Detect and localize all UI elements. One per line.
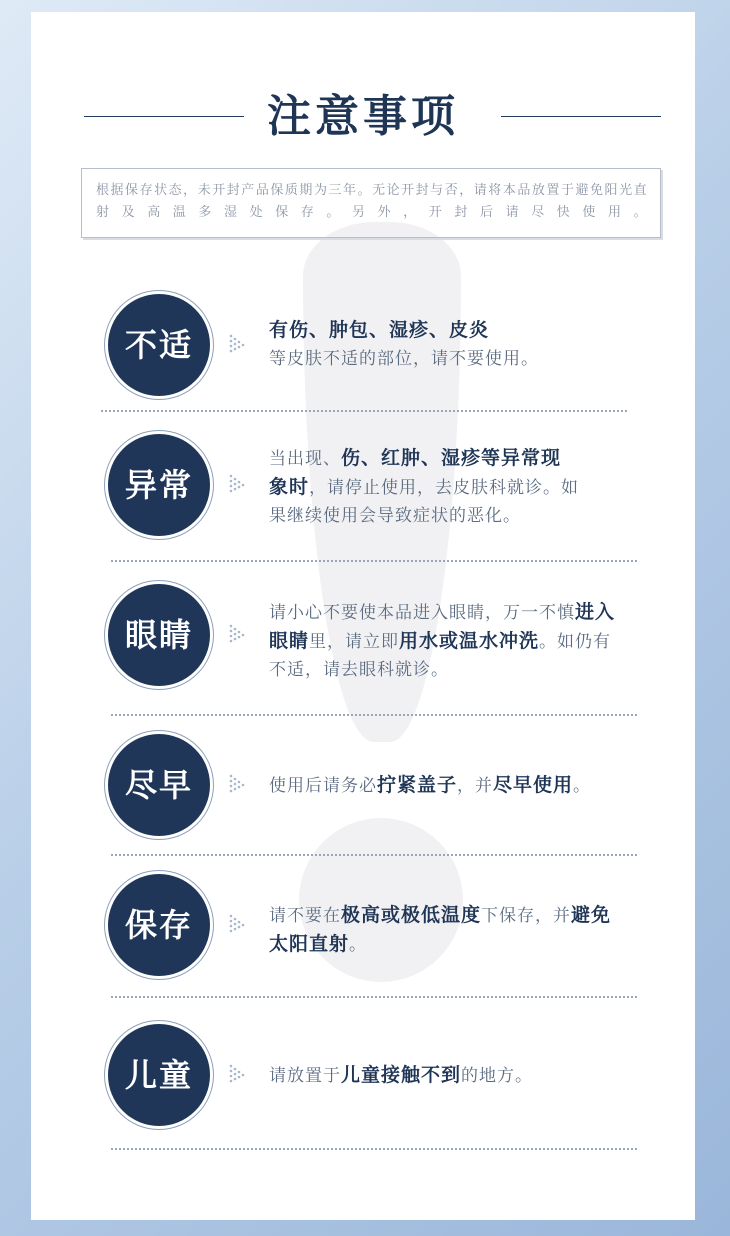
chevron-right-icon [229,624,245,646]
chevron-right-icon [229,774,245,796]
title-divider-right [501,116,661,117]
dotted-divider [101,410,627,412]
normal-text: 。 [349,935,368,955]
highlight-text: 儿童接触不到 [341,1064,462,1086]
normal-text: 等皮肤不适的部位，请不要使用。 [269,349,539,369]
item-description [269,1061,629,1090]
badge [108,294,210,396]
normal-text: 请放置于 [269,1066,341,1086]
badge [108,584,210,686]
normal-text: 当出现、 [269,449,341,469]
normal-text: 。如仍有不适，请去眼科就诊。 [269,632,612,680]
normal-text: 里，请立即 [309,632,400,652]
item-description [269,444,579,530]
chevron-right-icon [229,334,245,356]
badge-label: 异常 [124,466,193,504]
normal-text: 请不要在 [269,906,341,926]
normal-text: ，并 [457,776,494,796]
dotted-divider [111,560,637,562]
normal-text: 请小心不要使本品进入眼睛，万一不慎 [269,603,575,623]
normal-text: 下保存，并 [481,906,572,926]
normal-text: 。 [573,776,592,796]
item-description [269,316,569,373]
chevron-right-icon [229,474,245,496]
highlight-text: 进入眼睛 [269,601,616,652]
normal-text: 使用后请务必 [269,776,377,796]
badge-label: 保存 [124,906,193,944]
chevron-right-icon [229,914,245,936]
title-section [31,82,695,152]
notice-card [31,12,695,1220]
notice-box [81,168,661,238]
highlight-text: 有伤、肿包、湿疹、皮炎 [269,319,490,341]
badge-label: 儿童 [124,1056,193,1094]
badge [108,874,210,976]
dotted-divider [111,1148,637,1150]
badge [108,434,210,536]
item-description [269,901,629,959]
badge-label: 尽早 [124,766,193,804]
item-description [269,598,621,684]
chevron-right-icon [229,1064,245,1086]
highlight-text: 避免太阳直射 [269,904,612,955]
badge [108,734,210,836]
notice-text: 根据保存状态，未开封产品保质期为三年。无论开封与否，请将本品放置于避免阳光直射及高温多湿处保存。另外，开封后请尽快使用。 [96,183,648,220]
highlight-text: 伤、红肿、湿疹等异常现象时 [269,447,562,498]
dotted-divider [111,714,637,716]
dotted-divider [111,996,637,998]
item-description [269,771,649,800]
badge-label: 不适 [124,326,193,364]
highlight-text: 拧紧盖子 [377,774,458,796]
highlight-text: 用水或温水冲洗 [399,630,540,652]
highlight-text: 尽早使用 [493,774,574,796]
highlight-text: 极高或极低温度 [341,904,482,926]
page-title: 注意事项 [267,91,459,142]
badge-label: 眼睛 [124,616,193,654]
badge [108,1024,210,1126]
normal-text: ，请停止使用，去皮肤科就诊。如果继续使用会导致症状的恶化。 [269,478,580,526]
dotted-divider [111,854,637,856]
normal-text: 的地方。 [461,1066,534,1086]
